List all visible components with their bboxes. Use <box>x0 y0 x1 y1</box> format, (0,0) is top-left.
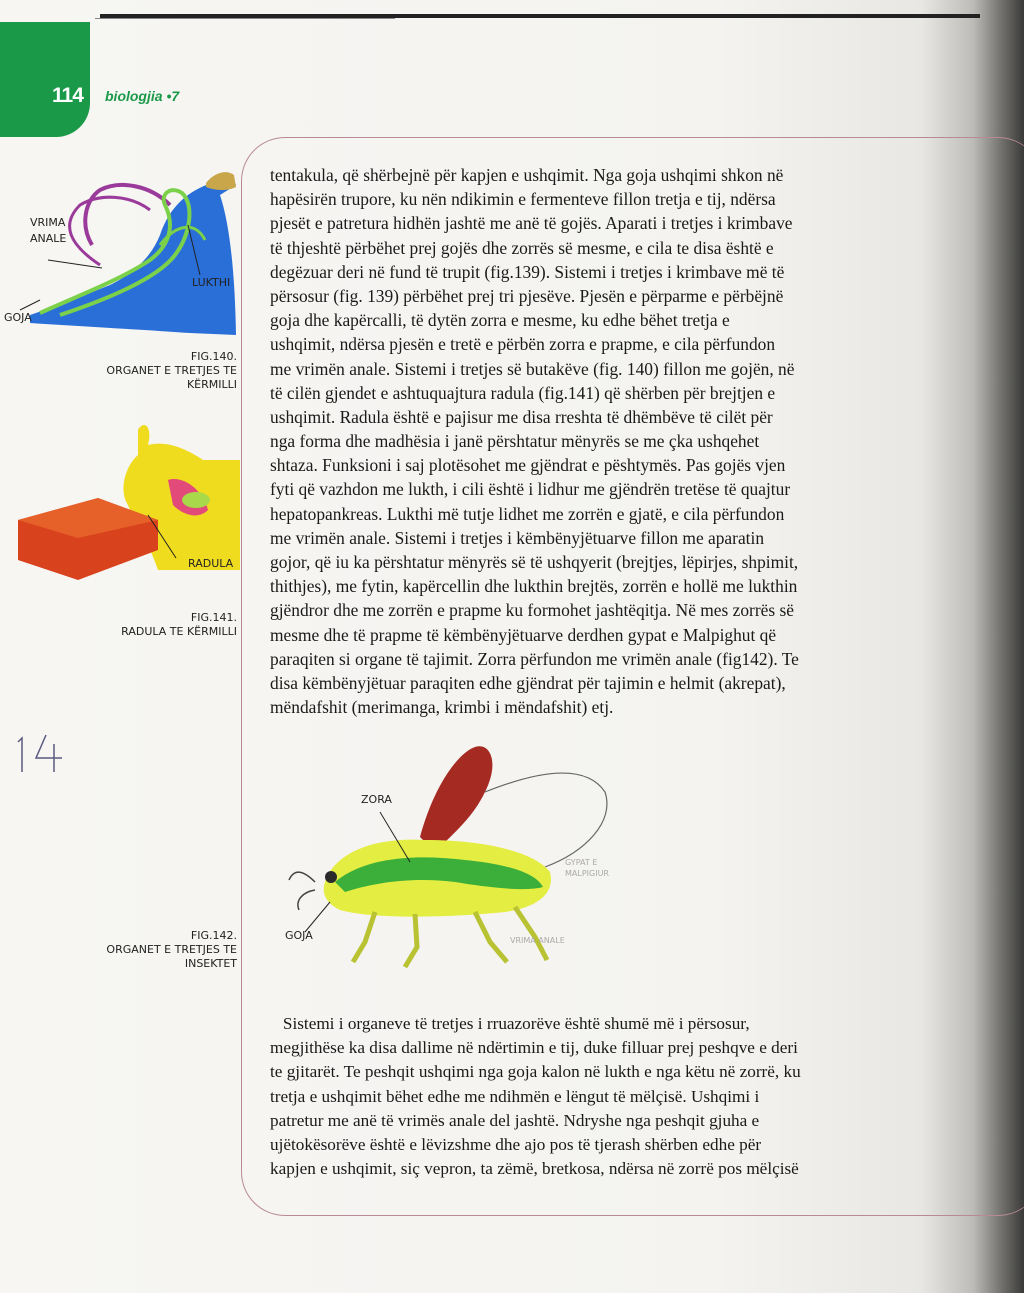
fig140-number: FIG.140. <box>190 350 237 363</box>
label-anal-opening: VRIMA ANALE <box>30 216 67 245</box>
fig142-caption <box>106 929 237 971</box>
text-line: degëzuar deri në fund të trupit (fig.139). Sistemi i tretjes i krimbave më të <box>270 261 785 282</box>
text-line: shtaza. Funksioni i saj plotësohet me gjëndrat e pështymës. Pas gojës vjen <box>270 455 786 476</box>
text-line: përsosur (fig. 139) përbëhet prej tri pjesëve. Pjesën e përparme e përbëjnë <box>270 285 784 306</box>
fig141-caption <box>121 611 237 639</box>
text-line: me vrimën anale. Sistemi i tretjes i këmbënyjëtuarve fillon me aparatin <box>270 527 765 548</box>
label-crop: ZORA <box>361 793 392 806</box>
text-line: tentakula, që shërbejnë për kapjen e ushqimit. Nga goja ushqimi shkon në <box>270 165 784 185</box>
page-number-tab <box>0 22 90 137</box>
text-line: nga forma dhe madhësia i janë përshtatur mënyrës se me çka ushqehet <box>270 431 760 452</box>
fig142-number: FIG.142. <box>190 929 237 942</box>
snail-digestive-illustration <box>0 165 240 340</box>
text-line: goja dhe kapërcalli, të dytën zorra e mesme, ku edhe bëhet tretja e <box>270 310 730 331</box>
text-line: patretur me anë të vrimës anale del jashtë. Ndryshe nga peshqit gjuha e <box>270 1110 760 1130</box>
text-line: mesme dhe të prapme të këmbënyjëtuarve derdhen gypat e Malpighut që <box>270 624 777 645</box>
page-number: 114 <box>52 84 83 107</box>
fig140-caption <box>106 350 237 392</box>
text-line: me vrimën anale. Sistemi i tretjes së butakëve (fig. 140) fillon me gojën, në <box>270 358 795 379</box>
text-line: gojor, që iu ka përshtatur mënyrës së të ushqyerit (brejtjes, lëpirjes, shpimit, <box>270 552 799 572</box>
text-line: thithjes), me fytin, kapërcellin dhe lukthin brejtës, zorrën e hollë me lukthin <box>270 576 798 597</box>
text-line: të cilën gjendet e ashtuquajtura radula (fig.141) që shërben për brejtjen e <box>270 382 776 403</box>
text-line: Sistemi i organeve të tretjes i rruazorëve është shumë më i përsosur, <box>270 1014 750 1033</box>
top-rule-thin <box>95 18 395 19</box>
text-line: paraqiten si organe të tajimit. Zorra përfundon me vrimën anale (fig142). Te <box>270 648 799 669</box>
label-stomach: LUKTHI <box>192 276 231 289</box>
label-mouth: GOJA <box>4 311 32 324</box>
text-line: tretja e ushqimit bëhet edhe me ndihmën e lëngut të mëlçisë. Ushqimi i <box>270 1086 760 1106</box>
label-malpighian-tubules: GYPAT E MALPIGIUR <box>565 858 609 878</box>
fig141-number: FIG.141. <box>190 611 237 624</box>
text-line: ushqimit. Radula është e pajisur me disa rreshta të dhëmbëve të cilët për <box>270 406 773 427</box>
text-line: te gjitarët. Te peshqit ushqimi nga goja kalon në lukth e nga këtu në zorrë, ku <box>270 1062 801 1082</box>
handwritten-number <box>10 730 70 775</box>
label-insect-mouth: GOJA <box>285 929 313 942</box>
text-line: ujëtokësorëve është e lëvizshme dhe ajo pos të tjerash shërben edhe për <box>270 1134 762 1154</box>
text-line: hepatopankreas. Lukthi më tutje lidhet me zorrën e gjatë, e cila përfundon <box>270 503 785 524</box>
text-line: të thjeshtë përbëhet prej gojës dhe zorrës së mesme, e cila te disa është e <box>270 237 774 258</box>
body-text-bottom <box>270 1012 920 1181</box>
text-line: disa këmbënyjëtuar paraqiten edhe gjëndrat për tajimin e helmit (akrepat), <box>270 672 786 693</box>
text-line: kapjen e ushqimit, siç vepron, ta zëmë, bretkosa, ndërsa në zorrë pos mëlçisë <box>270 1159 799 1179</box>
label-radula: RADULA <box>188 557 234 570</box>
label-insect-anal-opening: VRIMA ANALE <box>510 936 565 945</box>
fig140-caption-line-2: KËRMILLI <box>186 378 237 391</box>
fig140-caption-line-1: ORGANET E TRETJES TE <box>106 364 237 377</box>
text-line: gjëndror dhe me zorrën e prapme ku formohet jashtëqitja. Në mes zorrës së <box>270 600 794 621</box>
text-line: hapësirën trupore, ku nën ndikimin e fermenteve fillon tretja e tij, ndërsa <box>270 189 776 210</box>
text-line: pjesët e patretura hidhën jashtë me anë të gojës. Aparati i tretjes i krimbave <box>270 213 793 234</box>
text-line: mëndafshit (merimanga, krimbi i mëndafshit) etj. <box>270 697 614 718</box>
body-text-top <box>270 163 920 719</box>
text-line: ushqimit, ndërsa pjesën e tretë e përbën zorra e prapme, e cila përfundon <box>270 334 776 355</box>
text-line: megjithëse ka disa dallime në ndërtimin e tij, duke filluar prej peshqve e deri <box>270 1038 798 1058</box>
fig141-caption-line-1: RADULA TE KËRMILLI <box>121 625 237 638</box>
fig142-caption-line-2: INSEKTET <box>184 957 237 970</box>
text-line: fyti që vazhdon me lukth, i cili është i lidhur me gjëndrën tretëse të quajtur <box>270 479 791 500</box>
book-title: biologjia •7 <box>105 88 180 104</box>
fig142-caption-line-1: ORGANET E TRETJES TE <box>106 943 237 956</box>
